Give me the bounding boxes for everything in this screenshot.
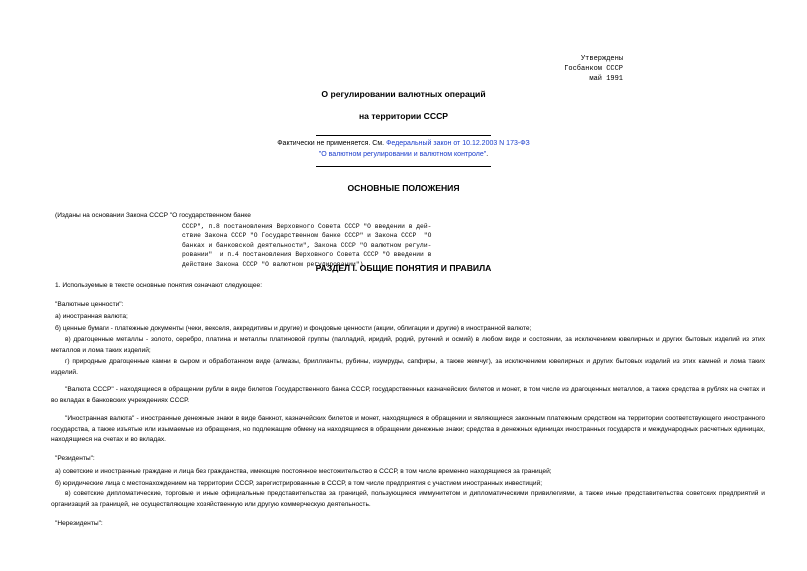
document-title: О регулировании валютных операций bbox=[321, 89, 486, 99]
approval-stamp bbox=[564, 54, 623, 84]
paragraph-1: 1. Используемые в тексте основные понятия означают следующее: bbox=[55, 282, 263, 289]
issued-basis bbox=[182, 222, 431, 269]
residents-item-a: а) советские и иностранные граждане и лица без гражданства, имеющие постоянное местожительство в СССР, в том числе временно находящиеся за границей; bbox=[55, 468, 552, 475]
approval-line: Госбанком СССР bbox=[564, 65, 623, 73]
document-subtitle: на территории СССР bbox=[358, 111, 449, 121]
residents-item-b: б) юридические лица с местонахождением на территории СССР, зарегистрированные в СССР, в том числе предприятия с участием иностранных инвестиций; bbox=[55, 480, 543, 487]
section-heading-main: ОСНОВНЫЕ ПОЛОЖЕНИЯ bbox=[347, 183, 460, 193]
notice-line2 bbox=[0, 151, 807, 158]
issued-line: СССР", п.8 постановления Верховного Совета СССР "О введении в дей- bbox=[182, 223, 432, 230]
issued-line: ствие Закона СССР "О Государственном банке СССР" и Закона СССР "О bbox=[182, 232, 432, 240]
valuables-item-a: а) иностранная валюта; bbox=[55, 313, 128, 320]
valuables-heading: "Валютные ценности": bbox=[55, 301, 124, 308]
foreign-currency-definition: "Иностранная валюта" - иностранные денежные знаки в виде банкнот, казначейских билетов и монет, находящиеся в обращении и являющиеся законным платежным средством на территории соответствующего иностранного государства, а также изъятые или изымаемые из обращения, но подлежащие обмену на находящиеся в обращении денежные знаки; средства в денежных единицах иностранных государств и международных расчетных единицах, находящиеся на счетах и во вкладах. bbox=[51, 415, 765, 444]
approval-line: май 1991 bbox=[589, 75, 623, 83]
divider-top bbox=[316, 135, 491, 136]
valuables-item-g: г) природные драгоценные камни в сыром и обработанном виде (алмазы, бриллианты, рубины, изумруды, сапфиры, а также жемчуг), за исключением ювелирных и других бытовых изделий из этих камней и лома таких изделий. bbox=[51, 358, 765, 376]
law-title-link[interactable]: "О валютном регулировании и валютном контроле" bbox=[318, 151, 487, 158]
issued-line: ровании" и п.4 постановления Верховного Совета СССР "О введении в bbox=[182, 251, 432, 259]
valuables-item-v: в) драгоценные металлы - золото, серебро, платина и металлы платиновой группы (палладий, иридий, родий, рутений и осмий) в любом виде и состоянии, за исключением ювелирных и других бытовых изделий из этих металлов и лома таких изделий; bbox=[51, 336, 765, 354]
notice-line1 bbox=[0, 140, 807, 147]
approval-line: Утверждены bbox=[580, 55, 623, 63]
nonresidents-heading: "Нерезиденты": bbox=[55, 520, 103, 527]
issued-intro: (Изданы на основании Закона СССР "О государственном банке bbox=[55, 212, 251, 219]
divider-bottom bbox=[316, 166, 491, 167]
notice-suffix: . bbox=[486, 151, 489, 158]
ussr-currency-definition: "Валюта СССР" - находящиеся в обращении рубли в виде билетов Государственного банка СССР, государственных казначейских билетов и монет, в том числе из драгоценных металлов, а также средства в рублях на счетах и во вкладах в банковских учреждениях СССР. bbox=[51, 386, 765, 404]
notice-prefix: Фактически не применяется. См. bbox=[277, 140, 387, 147]
valuables-item-b: б) ценные бумаги - платежные документы (чеки, векселя, аккредитивы и другие) и фондовые ценности (акции, облигации и другие) в иностранной валюте; bbox=[55, 325, 532, 332]
issued-line: банках и банковской деятельности", Закона СССР "О валютном регули- bbox=[182, 241, 432, 249]
residents-item-v: в) советские дипломатические, торговые и иные официальные представительства за границей, пользующиеся иммунитетом и дипломатическими привилегиями, а также иные представительства советских предприятий и организаций за границей, не осуществляющие хозяйственную или другую коммерческую деятельность. bbox=[51, 490, 765, 508]
section-heading-1: РАЗДЕЛ I. ОБЩИЕ ПОНЯТИЯ И ПРАВИЛА bbox=[315, 263, 492, 273]
residents-heading: "Резиденты": bbox=[55, 455, 95, 462]
law-link[interactable]: Федеральный закон от 10.12.2003 N 173-ФЗ bbox=[386, 140, 530, 147]
issued-line: действие Закона СССР "О валютном регулировании") bbox=[182, 260, 364, 268]
